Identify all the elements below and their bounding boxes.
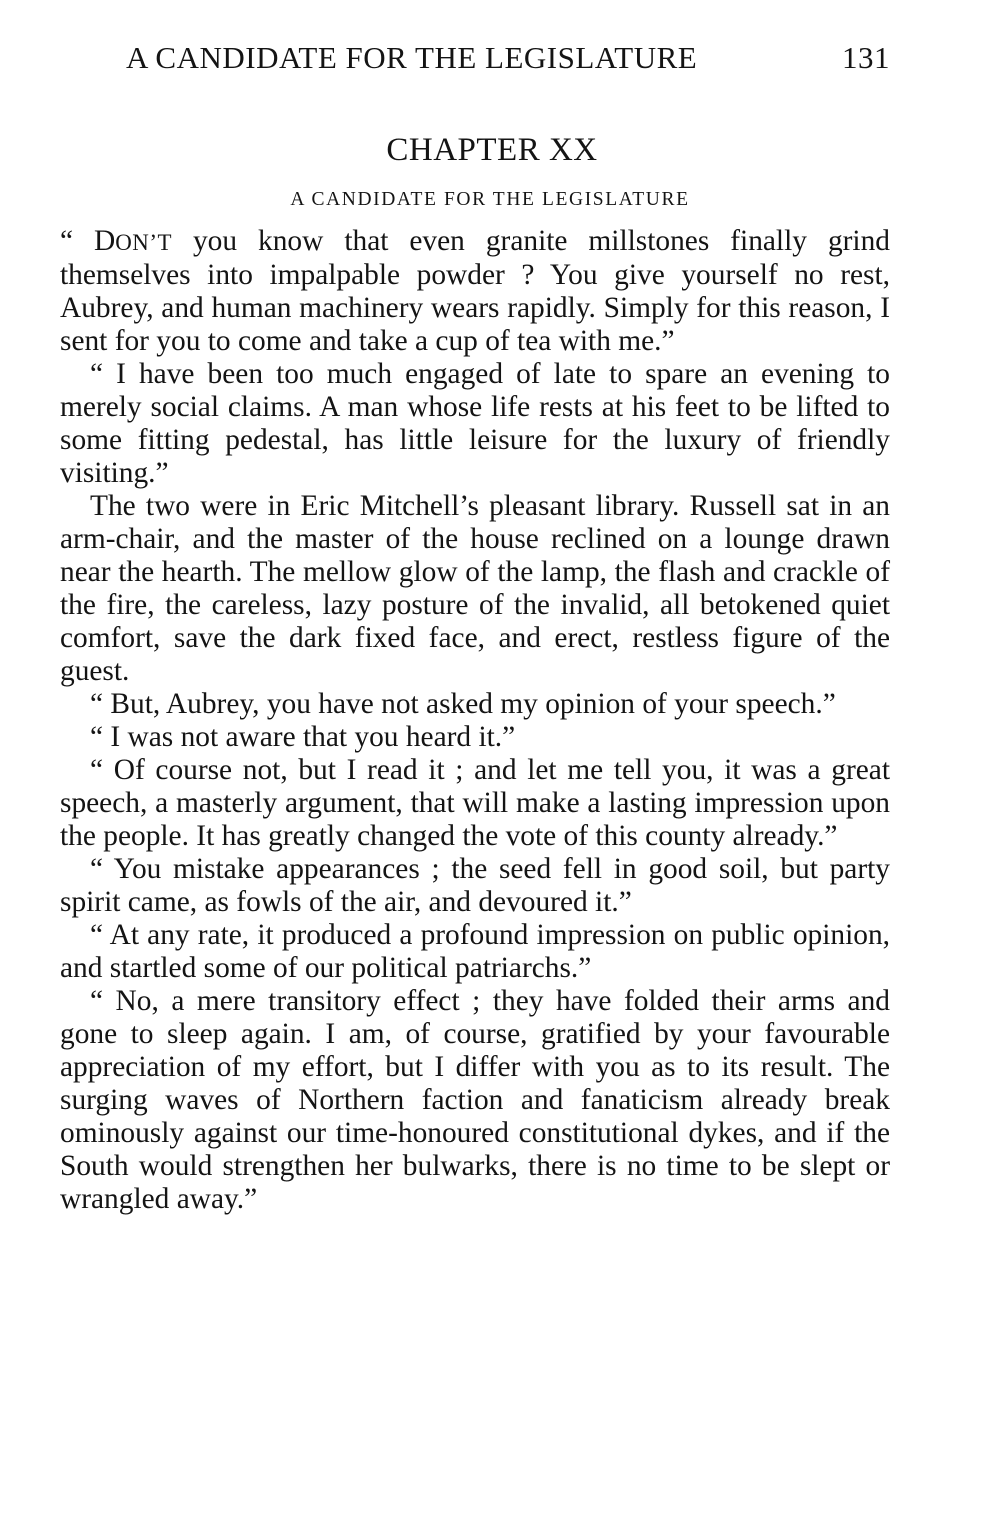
chapter-subtitle: A CANDIDATE FOR THE LEGISLATURE (290, 189, 690, 210)
paragraph: “ I was not aware that you heard it.” (90, 721, 516, 753)
paragraph: “ At any rate, it produced a profound impression on public opinion, and startled some of our political patriarchs.” (60, 919, 890, 984)
book-page (60, 30, 890, 1216)
paragraph (60, 225, 890, 358)
paragraph: The two were in Eric Mitchell’s pleasant library. Russell sat in an arm-chair, and the master of the house reclined on a lounge drawn near the hearth. The mellow glow of the lamp, the flash and crackle of the fire, the careless, lazy posture of the invalid, all betokened quiet comfort, save the dark fixed face, and erect, restless figure of the guest. (60, 490, 890, 687)
chapter-heading: CHAPTER XX (386, 132, 598, 168)
paragraph-text: you know that even granite millstones finally grind themselves into impalpable powder ? You give yourself no rest, Aubrey, and human machinery wears rapidly. Simply for this reason, I sent for you to come and take a cup of tea with me.” (60, 225, 890, 357)
page-number: 131 (842, 40, 890, 75)
running-header (60, 30, 890, 88)
paragraph-lead-smallcaps: ON’T (115, 230, 172, 255)
paragraph: “ I have been too much engaged of late to spare an evening to merely social claims. A man whose life rests at his feet to be lifted to some fitting pedestal, has little leisure for the luxury of friendly visiting.” (60, 358, 890, 489)
chapter-body (60, 225, 890, 1216)
paragraph: “ Of course not, but I read it ; and let me tell you, it was a great speech, a masterly argument, that will make a lasting impression upon the people. It has greatly changed the vote of this county already.” (60, 754, 890, 852)
paragraph-lead: “ D (60, 225, 116, 257)
running-title: A CANDIDATE FOR THE LEGISLATURE (126, 40, 698, 75)
paragraph: “ No, a mere transitory effect ; they have folded their arms and gone to sleep again. I am, of course, gratified by your favourable appreciation of my effort, but I differ with you as to its result. The surging waves of Northern faction and fanaticism already break ominously against our time-honoured constitutional dykes, and if the South would strengthen her bulwarks, there is no time to be slept or wrangled away.” (60, 985, 890, 1215)
paragraph: “ But, Aubrey, you have not asked my opinion of your speech.” (90, 688, 836, 720)
paragraph: “ You mistake appearances ; the seed fell in good soil, but party spirit came, as fowls of the air, and devoured it.” (60, 853, 890, 918)
